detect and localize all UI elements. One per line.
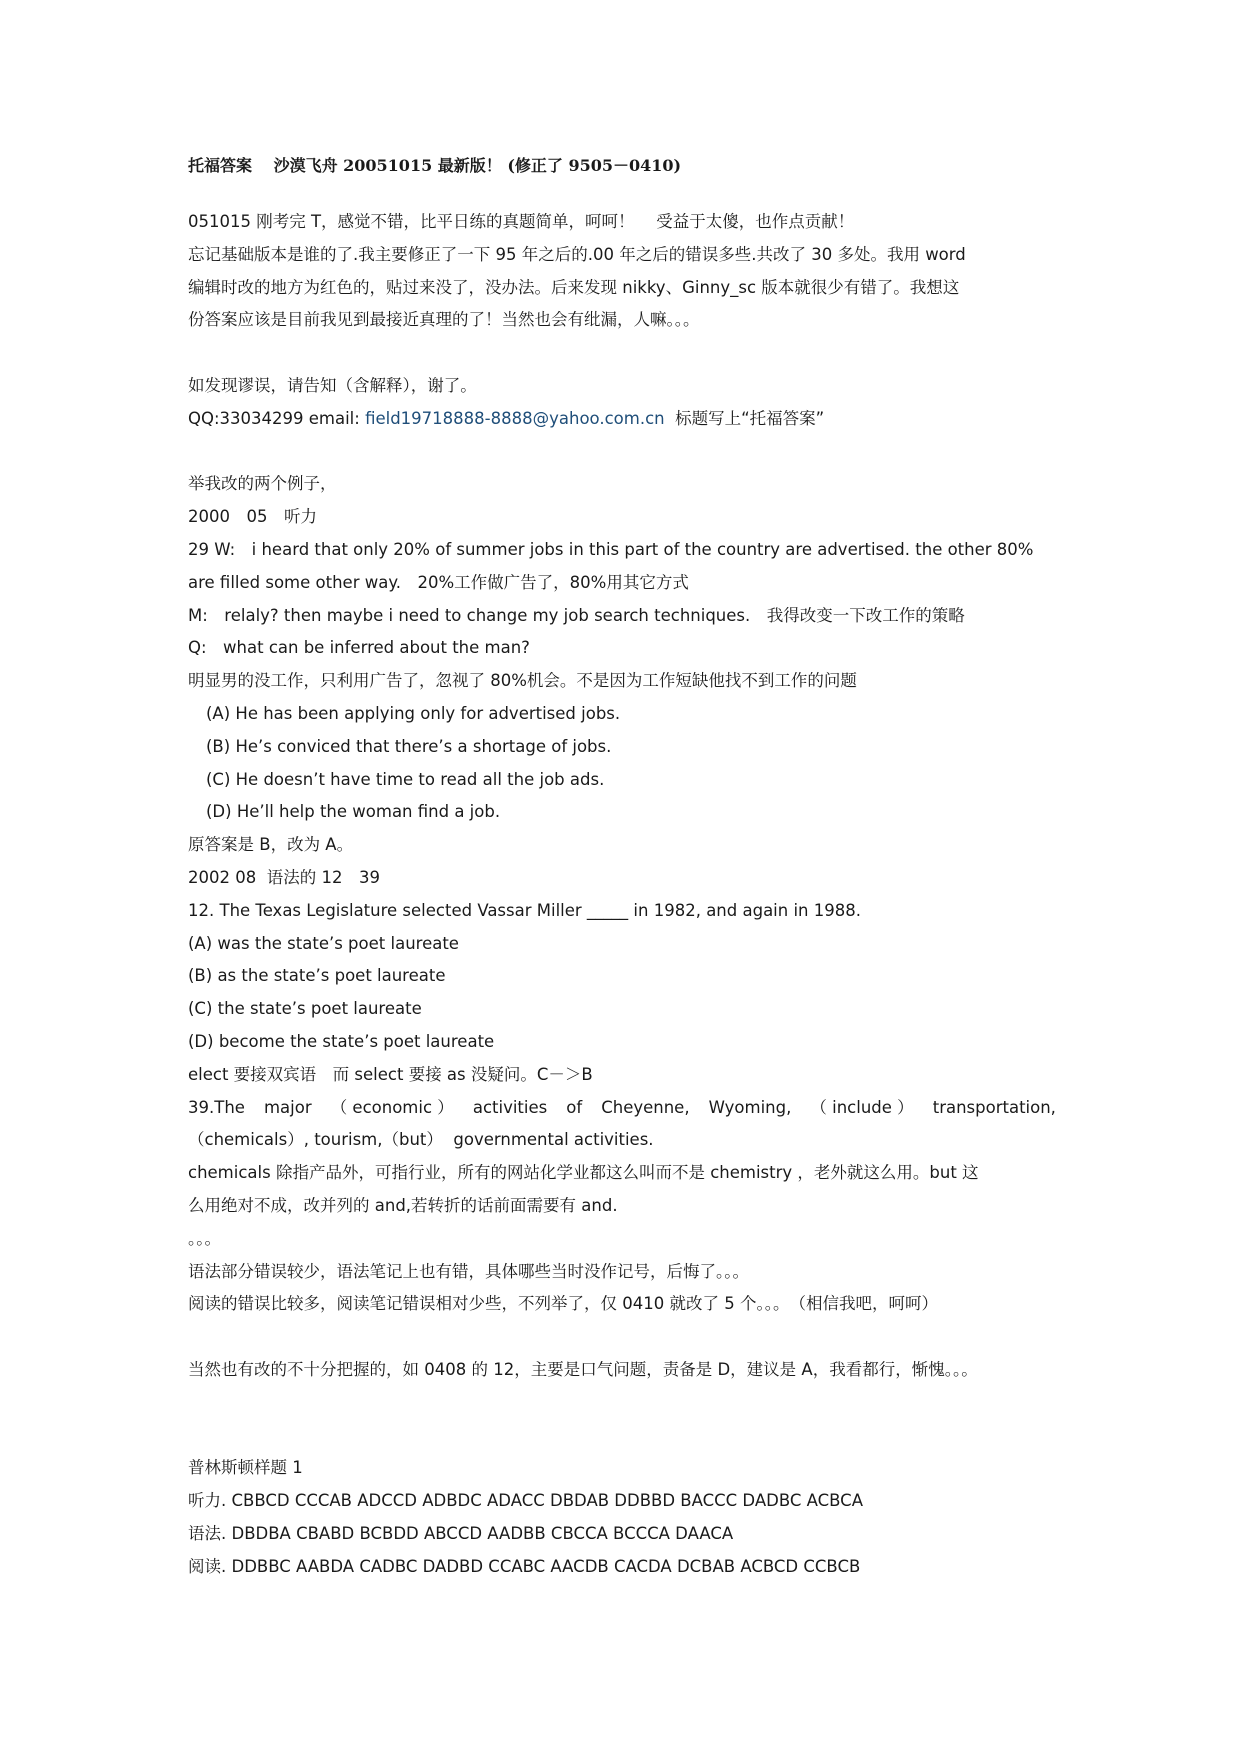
subject-note: 标题写上“托福答案” [664, 408, 825, 428]
answer-option: (A) He has been applying only for advertised jobs. [206, 703, 621, 723]
summary-line: 当然也有改的不十分把握的，如 0408 的 12，主要是口气问题，责备是 D，建议是 A，我看都行，惭愧。。。 [188, 1359, 978, 1379]
answer-option: (D) become the state’s poet laureate [188, 1031, 495, 1051]
question-word: activities [472, 1097, 548, 1117]
intro-line: 051015 刚考完 T，感觉不错，比平日练的真题简单，呵呵！ 受益于太傻，也作点贡献！ [188, 212, 855, 231]
document-title: 托福答案 沙漠飞舟 20051015 最新版！ (修正了 9505－0410) [188, 156, 682, 175]
question-word: major [263, 1097, 312, 1117]
answers-reading: 阅读. DDBBC AABDA CADBC DADBD CCABC AACDB CACDA DCBAB ACBCD CCBCB [188, 1556, 861, 1576]
ellipsis: 。。。 [188, 1228, 221, 1248]
answer-correction: 原答案是 B，改为 A。 [188, 835, 354, 855]
answer-option: (B) He’s conviced that there’s a shortage of jobs. [206, 736, 612, 756]
explanation-line: 么用绝对不成，改并列的 and,若转折的话前面需要有 and. [188, 1195, 618, 1215]
dialogue-line: M: relaly? then maybe i need to change my job search techniques. 我得改变一下改工作的策略 [188, 605, 965, 625]
intro-line: 份答案应该是目前我见到最接近真理的了！当然也会有纰漏，人嘛。。。 [188, 310, 700, 330]
answer-option: (B) as the state’s poet laureate [188, 966, 446, 986]
question-word: of [566, 1097, 583, 1117]
explanation-line: 明显男的没工作，只利用广告了，忽视了 80%机会。不是因为工作短缺他找不到工作的问题 [188, 671, 857, 691]
answers-heading: 普林斯顿样题 1 [188, 1458, 303, 1478]
contact-note: 如发现谬误，请告知（含解释），谢了。 [188, 375, 477, 395]
dialogue-line: are filled some other way. 20%工作做广告了，80%用其它方式 [188, 572, 689, 592]
answer-option: (C) the state’s poet laureate [188, 999, 422, 1019]
examples-heading: 举我改的两个例子， [188, 474, 337, 494]
answers-listening: 听力. CBBCD CCCAB ADCCD ADBDC ADACC DBDAB DDBBD BACCC DADBC ACBCA [188, 1491, 863, 1511]
qq-label: QQ:33034299 email: [188, 408, 366, 428]
question-line [188, 1092, 1056, 1125]
question-word: 39.The [188, 1097, 245, 1117]
question-word: transportation, [932, 1097, 1056, 1117]
question-word: （ economic ） [330, 1097, 454, 1117]
answer-option: (C) He doesn’t have time to read all the job ads. [206, 769, 605, 789]
question-word: Wyoming, [708, 1097, 792, 1117]
question-line: Q: what can be inferred about the man? [188, 638, 530, 658]
contact-line [188, 403, 1056, 436]
answers-grammar: 语法. DBDBA CBABD BCBDD ABCCD AADBB CBCCA BCCCA DAACA [188, 1523, 734, 1543]
dialogue-line: 29 W: i heard that only 20% of summer jobs in this part of the country are advertised. the other 80% [188, 539, 1034, 559]
explanation-line: elect 要接双宾语 而 select 要接 as 没疑问。C－＞B [188, 1064, 593, 1084]
answer-option: (D) He’ll help the woman find a job. [206, 802, 501, 822]
question-word: （ include ） [810, 1097, 914, 1117]
question-line: 12. The Texas Legislature selected Vassar Miller _____ in 1982, and again in 1988. [188, 900, 861, 920]
summary-line: 语法部分错误较少，语法笔记上也有错，具体哪些当时没作记号，后悔了。。。 [188, 1261, 749, 1281]
intro-line: 编辑时改的地方为红色的，贴过来没了，没办法。后来发现 nikky、Ginny_sc 版本就很少有错了。我想这 [188, 277, 960, 297]
document-page [188, 152, 1056, 1583]
example-header: 2000 05 听力 [188, 507, 317, 527]
summary-line: 阅读的错误比较多，阅读笔记错误相对少些，不列举了，仅 0410 就改了 5 个。。。 （相信我吧，呵呵） [188, 1294, 938, 1314]
question-line: （chemicals）, tourism,（but） governmental activities. [188, 1130, 654, 1150]
email-link[interactable]: field19718888-8888@yahoo.com.cn [365, 408, 665, 428]
example-header: 2002 08 语法的 12 39 [188, 867, 380, 887]
explanation-line: chemicals 除指产品外，可指行业，所有的网站化学业都这么叫而不是 chemistry ，老外就这么用。but 这 [188, 1163, 979, 1183]
answer-option: (A) was the state’s poet laureate [188, 933, 459, 953]
intro-line: 忘记基础版本是谁的了.我主要修正了一下 95 年之后的.00 年之后的错误多些.共改了 30 多处。我用 word [188, 244, 966, 264]
question-word: Cheyenne, [601, 1097, 690, 1117]
